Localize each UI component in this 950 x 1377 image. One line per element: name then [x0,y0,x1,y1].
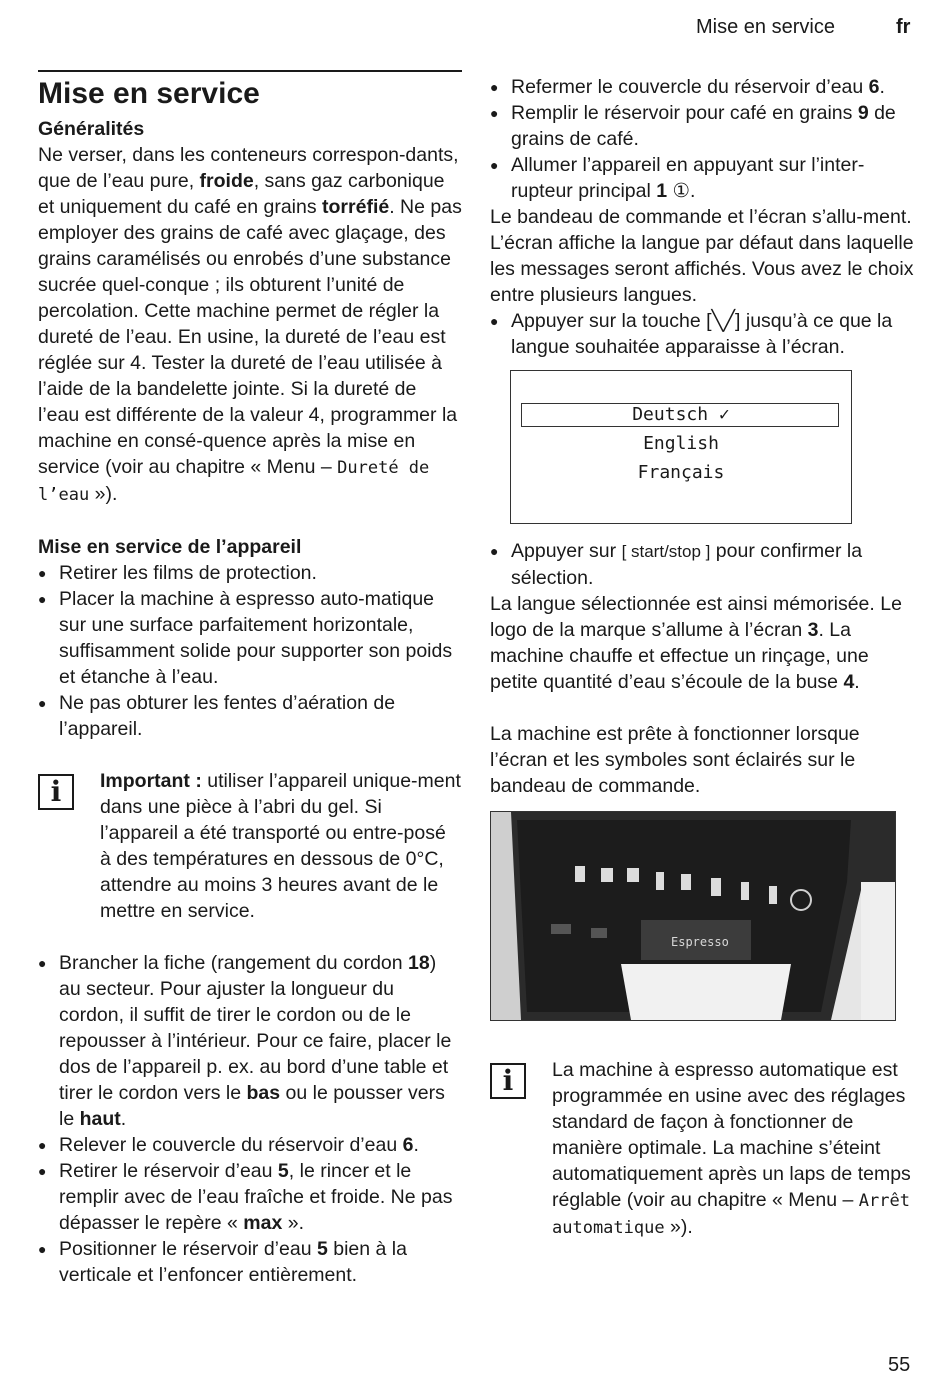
down-key-icon: [╲╱] [706,310,741,332]
running-header-section: Mise en service [696,16,835,38]
running-header-language: fr [896,16,911,38]
language-option: Français [637,462,725,483]
setup-list [38,560,462,742]
language-list [490,308,915,360]
panel-display-text: Espresso [671,935,729,949]
connect-list [38,950,462,1288]
info-icon: i [490,1063,526,1099]
list-item: ● Brancher la fiche (rangement du cordon 18) au secteur. Pour ajuster la longueur du cordon, il suffit de tirer le cordon ou de le repousser à l’intérieur. Pour ce faire, placer le dos de l’appareil p. ex. au bord d’une table et tirer le cordon vers le bas ou le pousser vers le haut. [38,950,462,1132]
page-title: Mise en service [38,77,260,110]
list-item: ● Allumer l’appareil en appuyant sur l’inter-rupteur principal 1 ①. [490,152,915,204]
note-label: Important : [100,770,202,792]
general-paragraph: Ne verser, dans les conteneurs correspon-dants, que de l’eau pure, froide, sans gaz carbonique et uniquement du café en grains torréfié. Ne pas employer des grains de café avec glaçage, des grains caramélisés ou enrobés d’une substance sucrée quel-conque ; ils obturent l’unité de percolation. Cette machine permet de régler la dureté de l’eau. En usine, la dureté de l’eau est réglée sur 4. Tester la dureté de l’eau utilisée à l’aide de la bandelette jointe. Si la dureté de l’eau est différente de la valeur 4, programmer la machine en consé-quence après la mise en service (voir au chapitre « Menu – Dureté de l’eau »). [38,144,462,505]
language-display [510,370,852,524]
list-item: ● Relever le couvercle du réservoir d’eau 6. [38,1132,462,1158]
list-item: ● Placer la machine à espresso auto-matique sur une surface parfaitement horizontale, suffisamment solide pour supporter son poids et étanche à l’eau. [38,586,462,690]
title-rule [38,70,462,72]
language-option: English [643,433,719,454]
heading-appareil: Mise en service de l’appareil [38,536,302,558]
start-stop-key: [ start/stop ] [621,542,711,561]
bandeau-paragraph: Le bandeau de commande et l’écran s’allu-ment. L’écran affiche la langue par défaut dans laquelle les messages seront affichés. Vous avez le choix entre plusieurs langues. [490,206,914,306]
machine-panel-photo [490,811,896,1021]
page-number: 55 [888,1354,911,1376]
list-item: ● Ne pas obturer les fentes d’aération de l’appareil. [38,690,462,742]
info-icon: i [38,774,74,810]
list-item: ● Remplir le réservoir pour café en grains 9 de grains de café. [490,100,915,152]
prep-list [490,74,915,204]
left-column [38,70,462,1288]
list-item: ● Appuyer sur [ start/stop ] pour confirmer la sélection. [490,538,915,591]
heading-general: Généralités [38,118,145,140]
ready-paragraph: La machine est prête à fonctionner lorsque l’écran et les symboles sont éclairés sur le bandeau de commande. [490,723,860,797]
right-column [490,74,915,1241]
confirm-list [490,538,915,591]
list-item: ● Appuyer sur la touche [╲╱] jusqu’à ce que la langue souhaitée apparaisse à l’écran. [490,308,915,360]
note-text: utiliser l’appareil unique-ment dans une pièce à l’abri du gel. Si l’appareil a été transporté ou entre-posé à des températures en dessous de 0°C, attendre au moins 3 heures avant de le mettre en service. [100,770,461,922]
language-option: Deutsch ✓ [632,404,730,425]
list-item: ● Positionner le réservoir d’eau 5 bien à la verticale et l’enfoncer entièrement. [38,1236,462,1288]
list-item: ● Retirer les films de protection. [38,560,462,586]
memo-paragraph: La langue sélectionnée est ainsi mémorisée. Le logo de la marque s’allume à l’écran 3. La machine chauffe et effectue un rinçage, une petite quantité d’eau s’écoule de la buse 4. [490,593,902,693]
info-note: i La machine à espresso automatique est programmée en usine avec des réglages standard de façon à fonctionner de manière optimale. La machine s’éteint automatiquement après un laps de temps réglable (voir au chapitre « Menu – Arrêt automatique »). [490,1057,915,1241]
important-note [38,768,462,924]
list-item: ● Refermer le couvercle du réservoir d’eau 6. [490,74,915,100]
list-item: ● Retirer le réservoir d’eau 5, le rincer et le remplir avec de l’eau fraîche et froide. Ne pas dépasser le repère « max ». [38,1158,462,1236]
control-panel-illustration [491,812,895,1020]
